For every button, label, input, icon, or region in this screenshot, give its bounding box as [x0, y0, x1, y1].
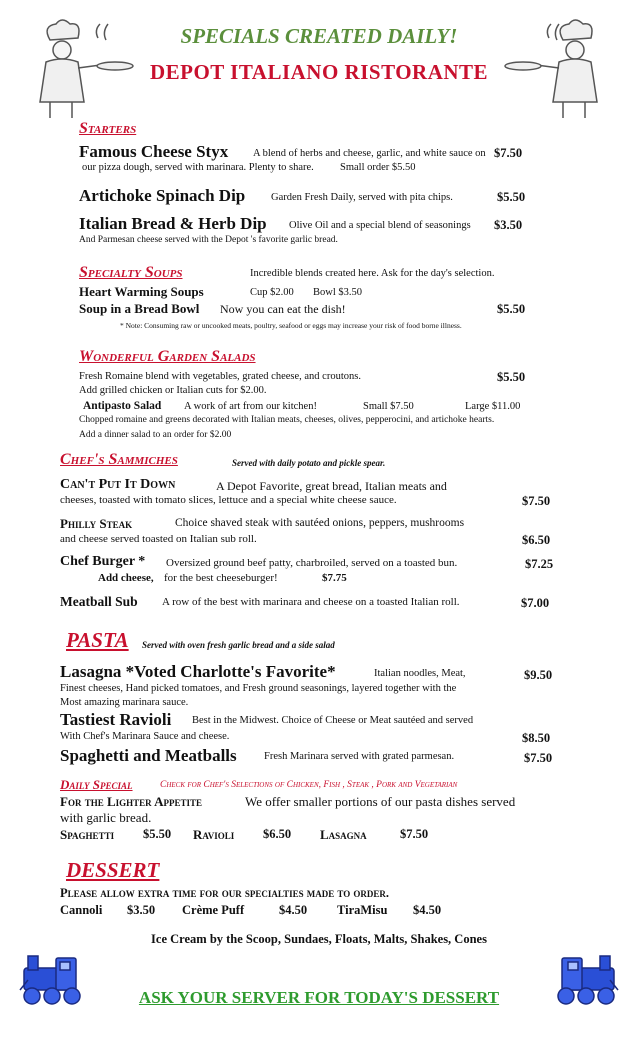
cant-put-price: $7.50 — [522, 494, 551, 508]
artichoke-price: $5.50 — [497, 190, 526, 204]
antipasto-name: Antipasto Salad — [83, 400, 162, 412]
lighter-lasagna-name: Lasagna — [320, 827, 367, 842]
spaghetti-name: Spaghetti and Meatballs — [60, 746, 237, 765]
cheese-styx-price: $7.50 — [494, 146, 523, 160]
artichoke-name: Artichoke Spinach Dip — [79, 186, 246, 205]
burger-name: Chef Burger * — [60, 554, 146, 569]
antipasto-desc2: Chopped romaine and greens decorated with Italian meats, cheeses, olives, pepperocini, and artichoke hearts. — [79, 415, 495, 425]
ravioli-desc2: With Chef's Marinara Sauce and cheese. — [60, 731, 230, 742]
starters-title: Starters — [79, 120, 137, 137]
lighter-ravioli-price: $6.50 — [263, 827, 292, 841]
daily-special-desc: Check for Chef's Selections of Chicken, Fish , Steak , Pork and Vegetarian — [160, 780, 458, 790]
burger-price: $7.25 — [525, 557, 554, 571]
antipasto-desc3: Add a dinner salad to an order for $2.00 — [79, 430, 232, 440]
lighter-spaghetti-price: $5.50 — [143, 827, 172, 841]
meatball-desc: A row of the best with marinara and cheese on a toasted Italian roll. — [162, 596, 460, 608]
lasagna-name: Lasagna *Voted Charlotte's Favorite* — [60, 662, 336, 681]
philly-name: Philly Steak — [60, 516, 133, 531]
heart-soups-name: Heart Warming Soups — [79, 284, 204, 299]
lasagna-desc2: Finest cheeses, Hand picked tomatoes, and Fresh ground seasonings, layered together with the — [60, 683, 457, 694]
salads-desc: Fresh Romaine blend with vegetables, grated cheese, and croutons. — [79, 371, 361, 382]
burger-desc: Oversized ground beef patty, charbroiled, served on a toasted bun. — [166, 557, 458, 569]
tiramisu-name: TiraMisu — [337, 903, 388, 917]
philly-desc: Choice shaved steak with sautéed onions, peppers, mushrooms — [175, 517, 465, 529]
pasta-title: PASTA — [66, 628, 129, 652]
cant-put-name: Can't Put It Down — [60, 477, 176, 492]
sammiches-note: Served with daily potato and pickle spear. — [232, 458, 386, 468]
artichoke-desc: Garden Fresh Daily, served with pita chips. — [271, 192, 453, 203]
restaurant-name: DEPOT ITALIANO RISTORANTE — [149, 60, 489, 84]
meatball-name: Meatball Sub — [60, 594, 138, 609]
burger-add-price: $7.75 — [322, 572, 347, 584]
ravioli-price: $8.50 — [522, 731, 551, 745]
soups-intro: Incredible blends created here. Ask for the day's selection. — [250, 268, 495, 279]
lighter-ravioli-name: Ravioli — [193, 827, 235, 842]
philly-price: $6.50 — [522, 533, 551, 547]
soups-title: Specialty Soups — [79, 264, 183, 281]
ice-cream-line: Ice Cream by the Scoop, Sundaes, Floats, Malts, Shakes, Cones — [151, 932, 487, 946]
bread-name: Italian Bread & Herb Dip — [79, 214, 267, 233]
spaghetti-price: $7.50 — [524, 751, 553, 765]
cheese-styx-name: Famous Cheese Styx — [79, 142, 229, 161]
meatball-price: $7.00 — [521, 596, 550, 610]
cheese-styx-small: Small order $5.50 — [340, 162, 416, 173]
salads-desc2: Add grilled chicken or Italian cuts for $2.00. — [79, 385, 267, 396]
cant-put-desc: A Depot Favorite, great bread, Italian meats and — [216, 479, 447, 493]
tagline: SPECIALS CREATED DAILY! — [180, 24, 458, 48]
lasagna-desc3: Most amazing marinara sauce. — [60, 697, 189, 708]
ravioli-desc: Best in the Midwest. Choice of Cheese or Meat sautéed and served — [192, 715, 474, 726]
cheese-styx-desc2: our pizza dough, served with marinara. Plenty to share. — [82, 162, 314, 173]
bread-bowl-desc: Now you can eat the dish! — [220, 302, 346, 316]
burger-add-label: Add cheese, — [98, 572, 154, 584]
burger-add-desc: for the best cheeseburger! — [164, 572, 278, 584]
tiramisu-price: $4.50 — [413, 903, 442, 917]
creme-puff-price: $4.50 — [279, 903, 308, 917]
lasagna-desc: Italian noodles, Meat, — [374, 668, 466, 679]
philly-desc2: and cheese served toasted on Italian sub roll. — [60, 533, 257, 545]
antipasto-small: Small $7.50 — [363, 401, 414, 412]
pasta-note: Served with oven fresh garlic bread and a side salad — [142, 640, 335, 650]
heart-soups-cup: Cup $2.00 — [250, 287, 294, 298]
cannoli-price: $3.50 — [127, 903, 156, 917]
bread-price: $3.50 — [494, 218, 523, 232]
spaghetti-desc: Fresh Marinara served with grated parmesan. — [264, 751, 455, 762]
bread-bowl-price: $5.50 — [497, 302, 526, 316]
lighter-desc2: with garlic bread. — [60, 810, 152, 825]
lighter-label: For the Lighter Appetite — [60, 794, 203, 809]
lighter-spaghetti-name: Spaghetti — [60, 827, 115, 842]
dessert-please: Please allow extra time for our specialties made to order. — [60, 886, 389, 900]
cant-put-desc2: cheeses, toasted with tomato slices, lettuce and a special white cheese sauce. — [60, 494, 397, 506]
food-notice: * Note: Consuming raw or uncooked meats, poultry, seafood or eggs may increase your risk of food borne illness. — [120, 321, 462, 330]
dessert-title: DESSERT — [66, 858, 160, 882]
lighter-desc: We offer smaller portions of our pasta dishes served — [245, 794, 516, 809]
lasagna-price: $9.50 — [524, 668, 553, 682]
ask-server-line: ASK YOUR SERVER FOR TODAY'S DESSERT — [138, 988, 500, 1007]
salads-title: Wonderful Garden Salads — [79, 348, 256, 365]
ravioli-name: Tastiest Ravioli — [60, 710, 172, 729]
bread-desc: Olive Oil and a special blend of seasonings — [289, 220, 471, 231]
bread-desc2: And Parmesan cheese served with the Depot 's favorite garlic bread. — [79, 235, 338, 245]
creme-puff-name: Crème Puff — [182, 903, 245, 917]
lighter-lasagna-price: $7.50 — [400, 827, 429, 841]
cannoli-name: Cannoli — [60, 903, 103, 917]
daily-special-title: Daily Special — [60, 777, 133, 792]
bread-bowl-name: Soup in a Bread Bowl — [79, 301, 200, 316]
antipasto-desc: A work of art from our kitchen! — [184, 401, 317, 412]
heart-soups-bowl: Bowl $3.50 — [313, 287, 363, 298]
cheese-styx-desc: A blend of herbs and cheese, garlic, and white sauce on — [253, 148, 486, 159]
salads-price: $5.50 — [497, 370, 526, 384]
antipasto-large: Large $11.00 — [465, 401, 521, 412]
sammiches-title: Chef's Sammiches — [60, 451, 178, 468]
